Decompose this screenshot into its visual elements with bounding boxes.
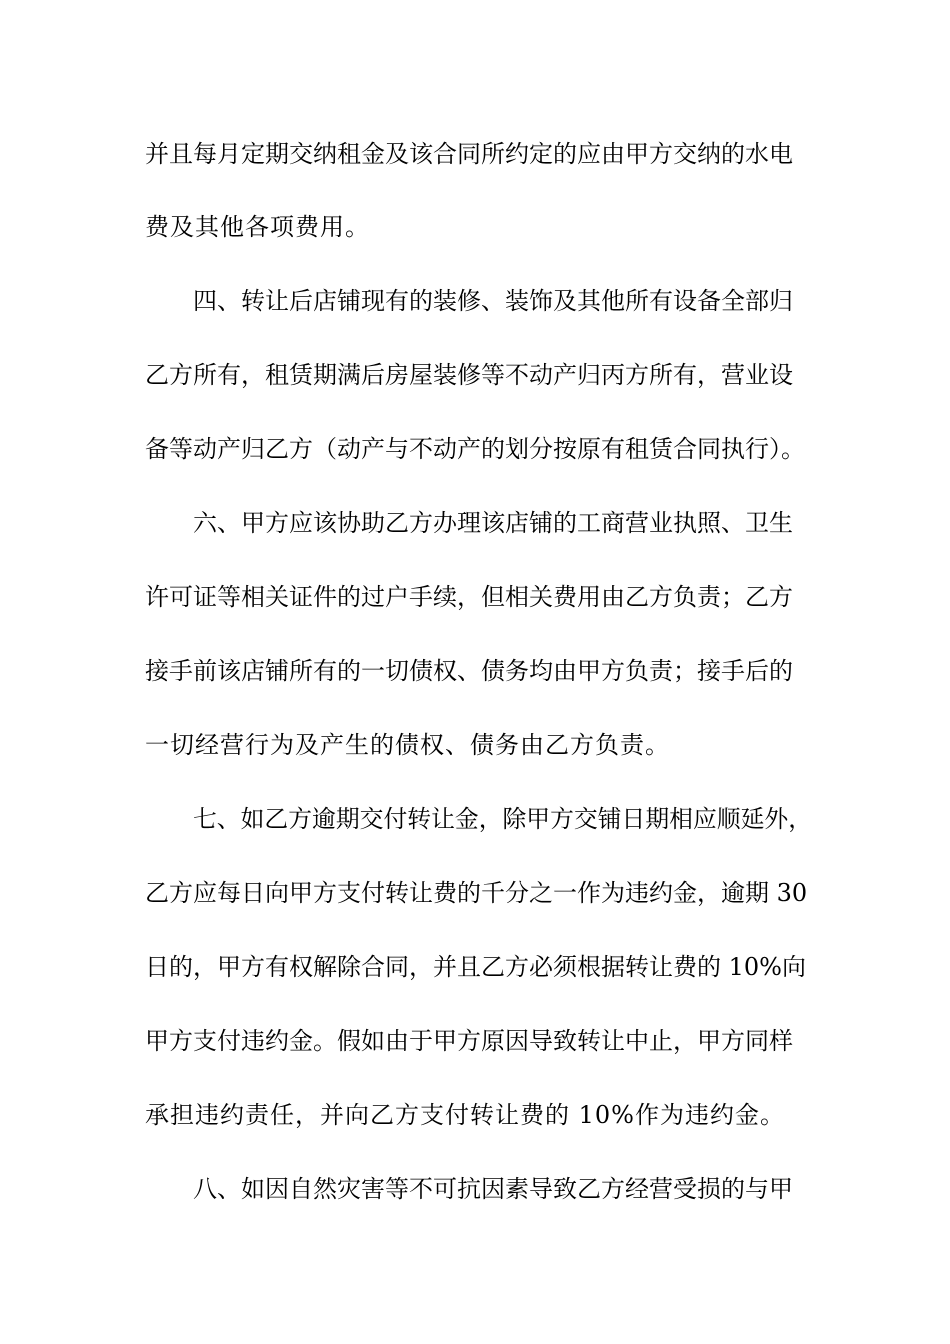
paragraph-start-line: 七、如乙方逾期交付转让金，除甲方交铺日期相应顺延外，: [193, 805, 813, 833]
text-line: 日的，甲方有权解除合同，并且乙方必须根据转让费的 10%向: [145, 953, 806, 981]
text-line: 费及其他各项费用。: [145, 213, 370, 241]
text-line: 承担违约责任，并向乙方支付转让费的 10%作为违约金。: [145, 1101, 785, 1129]
text-line: 并且每月定期交纳租金及该合同所约定的应由甲方交纳的水电: [145, 140, 793, 168]
paragraph-start-line: 六、甲方应该协助乙方办理该店铺的工商营业执照、卫生: [193, 509, 793, 537]
text-line: 一切经营行为及产生的债权、债务由乙方负责。: [145, 731, 670, 759]
text-line: 乙方所有，租赁期满后房屋装修等不动产归丙方所有，营业设: [145, 361, 793, 389]
text-line: 接手前该店铺所有的一切债权、债务均由甲方负责；接手后的: [145, 657, 793, 685]
text-line: 许可证等相关证件的过户手续，但相关费用由乙方负责；乙方: [145, 583, 793, 611]
paragraph-start-line: 四、转让后店铺现有的装修、装饰及其他所有设备全部归: [193, 287, 793, 315]
text-line: 乙方应每日向甲方支付转让费的千分之一作为违约金，逾期 30: [145, 879, 808, 907]
text-line: 甲方支付违约金。假如由于甲方原因导致转让中止，甲方同样: [145, 1027, 793, 1055]
paragraph-start-line: 八、如因自然灾害等不可抗因素导致乙方经营受损的与甲: [193, 1175, 793, 1203]
text-line: 备等动产归乙方（动产与不动产的划分按原有租赁合同执行）。: [145, 435, 805, 463]
